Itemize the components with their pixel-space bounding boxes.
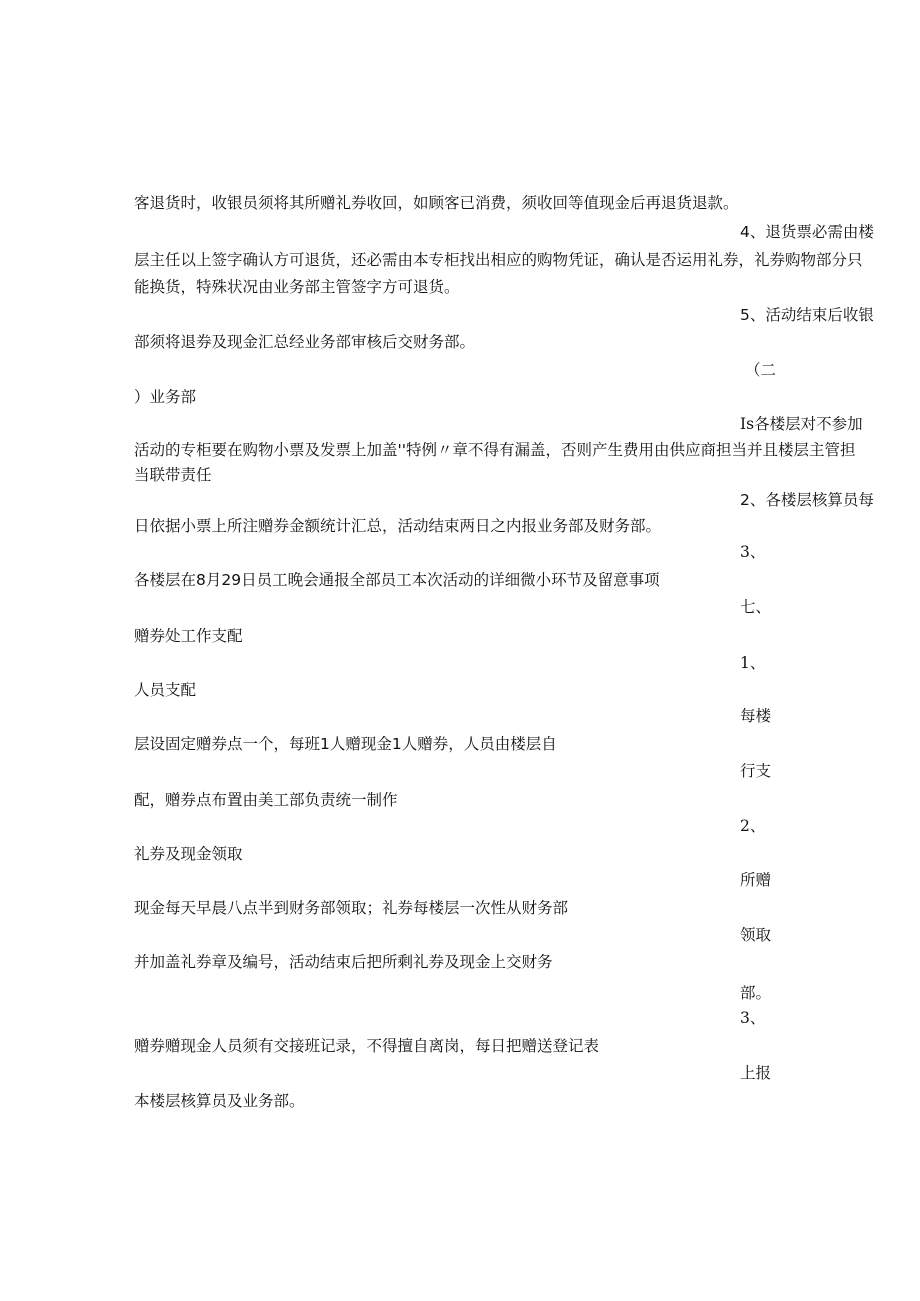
- text-line-10: 活动的专柜要在购物小票及发票上加盖''特例〃章不得有漏盖，否则产生费用由供应商担当并且楼层主管担: [134, 441, 856, 459]
- text-line-5: 5、活动结束后收银: [740, 306, 874, 324]
- text-line-27: 现金每天早晨八点半到财务部领取；礼券每楼层一次性从财务部: [134, 899, 569, 917]
- text-line-29: 并加盖礼券章及编号，活动结束后把所剩礼券及现金上交财务: [134, 953, 553, 971]
- text-line-24: 2、: [740, 817, 766, 835]
- text-line-22: 行支: [740, 762, 772, 780]
- text-line-32: 赠券赠现金人员须有交接班记录，不得擅自离岗，每日把赠送登记表: [134, 1037, 600, 1055]
- text-line-8: ）业务部: [134, 388, 197, 406]
- text-line-4: 能换货，特殊状况由业务部主管签字方可退货。: [134, 278, 460, 296]
- text-line-7: （二: [745, 361, 777, 379]
- text-line-2: 4、退货票必需由楼: [740, 223, 874, 241]
- text-line-9: Is各楼层对不参加: [740, 415, 863, 433]
- text-line-16: 七、: [740, 598, 772, 616]
- text-line-15: 各楼层在8月29日员工晚会通报全部员工本次活动的详细微小环节及留意事项: [134, 571, 660, 589]
- text-line-30: 部。: [740, 984, 772, 1002]
- text-line-14: 3、: [740, 543, 766, 561]
- text-line-19: 人员支配: [134, 681, 197, 699]
- text-line-3: 层主任以上签字确认方可退货，还必需由本专柜找出相应的购物凭证，确认是否运用礼券，礼券购物部分只: [134, 251, 863, 269]
- text-line-28: 领取: [740, 926, 772, 944]
- text-line-33: 上报: [740, 1064, 772, 1082]
- text-line-17: 赠券处工作支配: [134, 627, 243, 645]
- text-line-11: 当联带责任: [134, 466, 212, 484]
- text-line-21: 层设固定赠券点一个，每班1人赠现金1人赠券，人员由楼层自: [134, 735, 557, 753]
- text-line-18: 1、: [740, 654, 766, 672]
- text-line-13: 日依据小票上所注赠券金额统计汇总，活动结束两日之内报业务部及财务部。: [134, 517, 662, 535]
- text-line-25: 礼券及现金领取: [134, 845, 243, 863]
- text-line-26: 所赠: [740, 871, 772, 889]
- text-line-6: 部须将退券及现金汇总经业务部审核后交财务部。: [134, 333, 476, 351]
- text-line-1: 客退货时，收银员须将其所赠礼券收回，如顾客已消费，须收回等值现金后再退货退款。: [134, 194, 739, 212]
- text-line-20: 每楼: [740, 707, 772, 725]
- text-line-34: 本楼层核算员及业务部。: [134, 1092, 305, 1110]
- text-line-31: 3、: [740, 1009, 766, 1027]
- text-line-23: 配，赠券点布置由美工部负责统一制作: [134, 791, 398, 809]
- text-line-12: 2、各楼层核算员每: [740, 491, 874, 509]
